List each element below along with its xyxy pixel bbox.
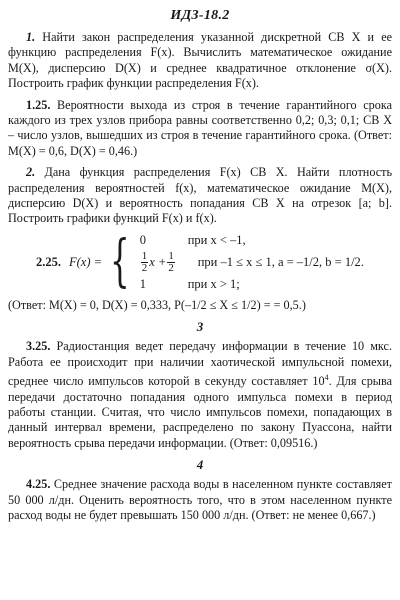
task1-paragraph (8, 30, 392, 92)
formula-lhs: F(x) = (69, 254, 103, 269)
case1-condition: при x < –1, (187, 232, 246, 247)
task1-number: 1. (26, 30, 36, 44)
problem-4-25-number: 4.25. (26, 477, 51, 492)
problem-1-25-text: Вероятности выхода из строя в течение гарантийного срока каждого из трех узлов прибора равны соответственно 0,2; 0,3; 0,1; СВ X – число узлов, вышедших из строя в течение гарантийного срока. (Ответ: M(X) = 0,6, D(X) = 0,46.) (8, 97, 392, 158)
formula-brace: { (110, 229, 130, 295)
problem-4-25-paragraph (8, 477, 392, 523)
formula-case-3 (140, 277, 364, 292)
case2-condition: при –1 ≤ x ≤ 1, a = –1/2, b = 1/2. (197, 254, 364, 269)
case2-coef-fraction (141, 251, 149, 274)
problem-3-25-paragraph (8, 339, 392, 451)
case2-const-den: 2 (168, 261, 174, 274)
case2-x: x + (149, 254, 167, 269)
problem-3-25-superscript: 4 (324, 373, 329, 383)
case1-value: 0 (139, 232, 146, 247)
case3-condition: при x > 1; (187, 276, 240, 291)
problem-1-25-paragraph (8, 98, 392, 160)
case2-value (140, 251, 188, 274)
piecewise-formula (36, 229, 392, 295)
formula-case-2 (140, 251, 364, 274)
case2-const-num: 1 (168, 249, 174, 262)
section-4-heading: 4 (196, 457, 204, 473)
problem-3-25-text-b: . Для срыва передачи достаточно попадания одного импульса помехи в период работы станции. Считая, что число импульсов помехи, попадающих в данный интервал времени, распределено по закону Пуассона, найти вероятность срыва передачи информации. (Ответ: 0,09516.) (8, 374, 392, 450)
problem-4-25-text: Среднее значение расхода воды в населенном пункте составляет 50 000 л/дн. Оценить вероятность того, что в этом населенном пункте расход воды не будет превышать 150 000 л/дн. (Ответ: не менее 0,667.) (8, 477, 392, 522)
problem-3-25-text-a: Радиостанция ведет передачу информации в течение 10 мкс. Работа ее происходит при наличии хаотической импульсной помехи, среднее число импульсов которой в секунду составляет 10 (8, 339, 393, 389)
task2-paragraph (8, 165, 392, 227)
problem-3-25-number: 3.25. (26, 339, 51, 354)
problem-2-25-number: 2.25. (36, 254, 61, 269)
case2-const-fraction (167, 251, 175, 274)
section-3-heading: 3 (196, 319, 204, 335)
problem-2-25-answer: (Ответ: M(X) = 0, D(X) = 0,333, P(–1/2 ≤ X ≤ 1/2) = = 0,5.) (8, 297, 306, 312)
page-title: ИДЗ-18.2 (170, 8, 230, 23)
task2-text: Дана функция распределения F(x) СВ X. Найти плотность распределения вероятностей f(x), математическое ожидание M(X), дисперсию D(X) и вероятность попадания СВ X на отрезок [a; b]. Построить графики функций F(x) и f(x). (8, 165, 393, 226)
case2-coef-den: 2 (141, 261, 148, 274)
case3-value: 1 (139, 276, 146, 291)
task2-number: 2. (26, 165, 36, 180)
formula-case-1 (140, 233, 364, 248)
problem-1-25-number: 1.25. (26, 97, 51, 112)
case2-coef-num: 1 (141, 249, 148, 262)
task1-text: Найти закон распределения указанной дискретной СВ X и ее функцию распределения F(x). Вычислить математическое ожидание M(X), дисперсию D(X) и среднее квадратичное отклонение σ(X). Построить график функции распределения F(x). (8, 30, 393, 91)
formula-cases (140, 233, 364, 292)
